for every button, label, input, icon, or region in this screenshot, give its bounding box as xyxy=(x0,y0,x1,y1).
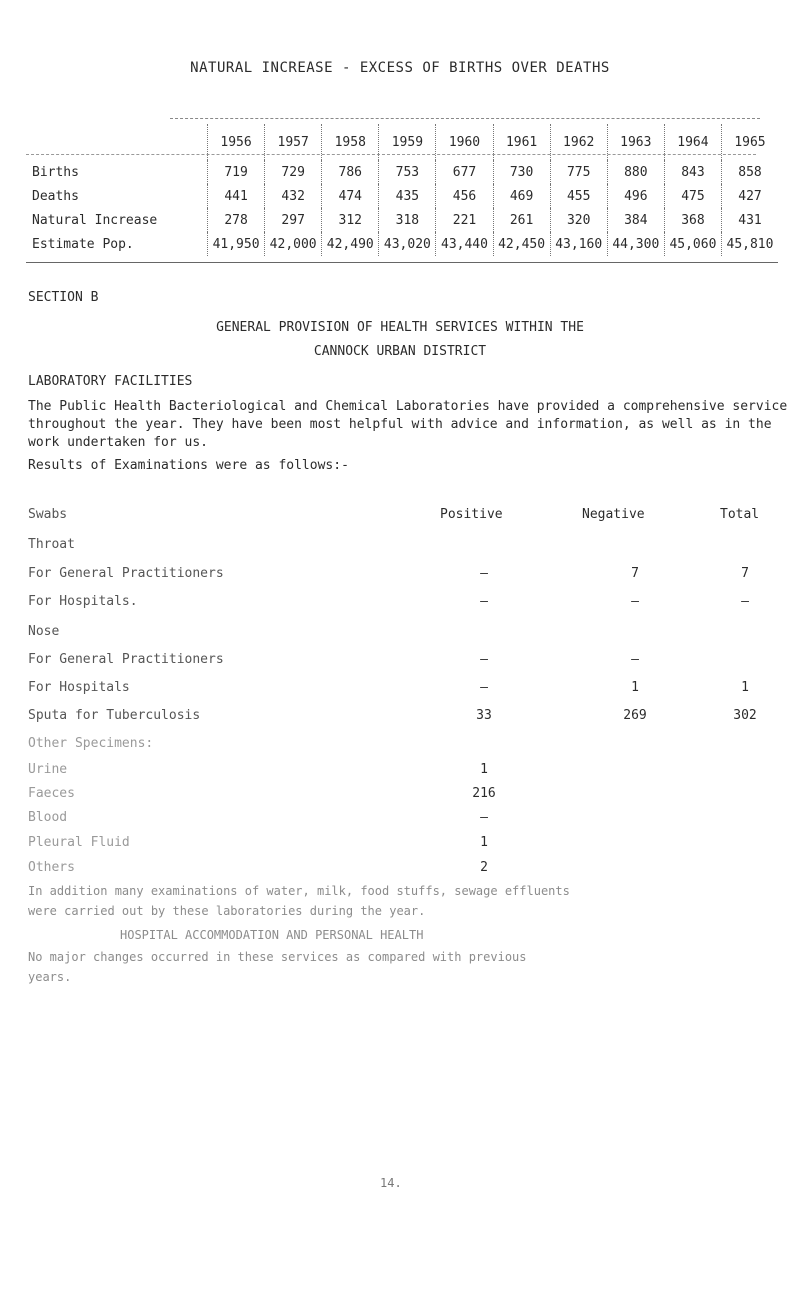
result-total: 302 xyxy=(733,708,757,723)
result-negative: 7 xyxy=(631,566,639,581)
result-label: Sputa for Tuberculosis xyxy=(28,708,201,723)
result-positive: 1 xyxy=(480,762,488,777)
row-label: Estimate Pop. xyxy=(32,236,134,252)
year-header: 1958 xyxy=(322,124,379,160)
table-cell: 278 xyxy=(208,208,265,232)
table-cell: 45,060 xyxy=(664,232,721,256)
table-cell: 843 xyxy=(664,160,721,184)
table-cell: 297 xyxy=(265,208,322,232)
result-negative: 1 xyxy=(631,680,639,695)
result-total: 1 xyxy=(741,680,749,695)
table-row xyxy=(26,208,778,232)
result-label: Other Specimens: xyxy=(28,736,154,751)
subheading: LABORATORY FACILITIES xyxy=(28,374,193,389)
table-row xyxy=(26,184,778,208)
table-cell: 441 xyxy=(208,184,265,208)
row-label: Natural Increase xyxy=(32,212,158,228)
result-label: For Hospitals xyxy=(28,680,130,695)
section-label: SECTION B xyxy=(28,290,99,305)
table-cell: 45,810 xyxy=(721,232,778,256)
col-header-negative: Negative xyxy=(582,507,645,522)
table-cell: 775 xyxy=(550,160,607,184)
table-cell: 431 xyxy=(721,208,778,232)
table-cell: 730 xyxy=(493,160,550,184)
year-header: 1957 xyxy=(265,124,322,160)
footer-text: No major changes occurred in these services as compared with previous xyxy=(28,950,527,964)
natural-increase-table xyxy=(26,124,778,256)
result-total: – xyxy=(741,594,749,609)
table-cell: 261 xyxy=(493,208,550,232)
col-header-total: Total xyxy=(720,507,760,522)
row-label: Deaths xyxy=(32,188,79,204)
table-cell: 368 xyxy=(664,208,721,232)
footer-heading: HOSPITAL ACCOMMODATION AND PERSONAL HEALTH xyxy=(120,928,424,942)
result-label: Faeces xyxy=(28,786,75,801)
table-cell: 43,440 xyxy=(436,232,493,256)
result-positive: – xyxy=(480,680,488,695)
table-header-row xyxy=(26,124,778,160)
year-header: 1961 xyxy=(493,124,550,160)
table-row xyxy=(26,232,778,256)
footer-text: In addition many examinations of water, milk, food stuffs, sewage effluents xyxy=(28,884,570,898)
result-total: 7 xyxy=(741,566,749,581)
result-label: Pleural Fluid xyxy=(28,835,130,850)
result-label: For Hospitals. xyxy=(28,594,138,609)
section-heading: GENERAL PROVISION OF HEALTH SERVICES WITHIN THE xyxy=(216,320,584,335)
laboratory-paragraph: The Public Health Bacteriological and Chemical Laboratories have provided a comprehensive service throughout the year. They have been most helpful with advice and information, as well as in the work undertaken for us. xyxy=(28,399,788,450)
year-header: 1962 xyxy=(550,124,607,160)
table-cell: 221 xyxy=(436,208,493,232)
table-cell: 474 xyxy=(322,184,379,208)
year-header: 1963 xyxy=(607,124,664,160)
table-cell: 677 xyxy=(436,160,493,184)
footer-text: were carried out by these laboratories during the year. xyxy=(28,904,426,918)
table-cell: 475 xyxy=(664,184,721,208)
header-blank xyxy=(26,124,208,160)
footer-text: years. xyxy=(28,970,72,984)
result-label: Others xyxy=(28,860,75,875)
table-cell: 435 xyxy=(379,184,436,208)
result-negative: 269 xyxy=(623,708,647,723)
result-negative: – xyxy=(631,594,639,609)
row-label: Births xyxy=(32,164,79,180)
table-cell: 42,490 xyxy=(322,232,379,256)
table-row xyxy=(26,160,778,184)
section-heading-district: CANNOCK URBAN DISTRICT xyxy=(313,344,487,359)
year-header: 1959 xyxy=(379,124,436,160)
table-cell: 43,160 xyxy=(550,232,607,256)
table-cell: 786 xyxy=(322,160,379,184)
result-label: For General Practitioners xyxy=(28,566,224,581)
table-cell: 427 xyxy=(721,184,778,208)
table-cell: 880 xyxy=(607,160,664,184)
table-cell: 42,450 xyxy=(493,232,550,256)
result-positive: – xyxy=(480,652,488,667)
table-cell: 42,000 xyxy=(265,232,322,256)
result-positive: 33 xyxy=(476,708,492,723)
year-header: 1960 xyxy=(436,124,493,160)
result-label: Urine xyxy=(28,762,68,777)
year-header: 1965 xyxy=(721,124,778,160)
year-header: 1956 xyxy=(208,124,265,160)
table-cell: 496 xyxy=(607,184,664,208)
table-bottom-rule xyxy=(26,262,778,263)
col-header-positive: Positive xyxy=(440,507,503,522)
table-cell: 469 xyxy=(493,184,550,208)
result-positive: 216 xyxy=(472,786,496,801)
table-cell: 455 xyxy=(550,184,607,208)
table-cell: 384 xyxy=(607,208,664,232)
table-top-rule xyxy=(170,118,760,119)
results-intro: Results of Examinations were as follows:- xyxy=(28,458,349,473)
table-cell: 318 xyxy=(379,208,436,232)
result-label: Nose xyxy=(28,624,60,639)
table-cell: 753 xyxy=(379,160,436,184)
page-title: NATURAL INCREASE - EXCESS OF BIRTHS OVER DEATHS xyxy=(190,60,610,76)
table-cell: 320 xyxy=(550,208,607,232)
table-cell: 312 xyxy=(322,208,379,232)
page-number: 14. xyxy=(380,1176,402,1190)
table-cell: 44,300 xyxy=(607,232,664,256)
result-positive: – xyxy=(480,566,488,581)
table-cell: 719 xyxy=(208,160,265,184)
result-positive: – xyxy=(480,810,488,825)
col-header-category: Swabs xyxy=(28,507,68,522)
result-label: Throat xyxy=(28,537,75,552)
result-label: Blood xyxy=(28,810,68,825)
table-cell: 456 xyxy=(436,184,493,208)
table-cell: 858 xyxy=(721,160,778,184)
result-positive: – xyxy=(480,594,488,609)
table-cell: 43,020 xyxy=(379,232,436,256)
result-label: For General Practitioners xyxy=(28,652,224,667)
result-negative: – xyxy=(631,652,639,667)
year-header: 1964 xyxy=(664,124,721,160)
result-positive: 1 xyxy=(480,835,488,850)
result-positive: 2 xyxy=(480,860,488,875)
table-cell: 41,950 xyxy=(208,232,265,256)
table-cell: 729 xyxy=(265,160,322,184)
table-cell: 432 xyxy=(265,184,322,208)
